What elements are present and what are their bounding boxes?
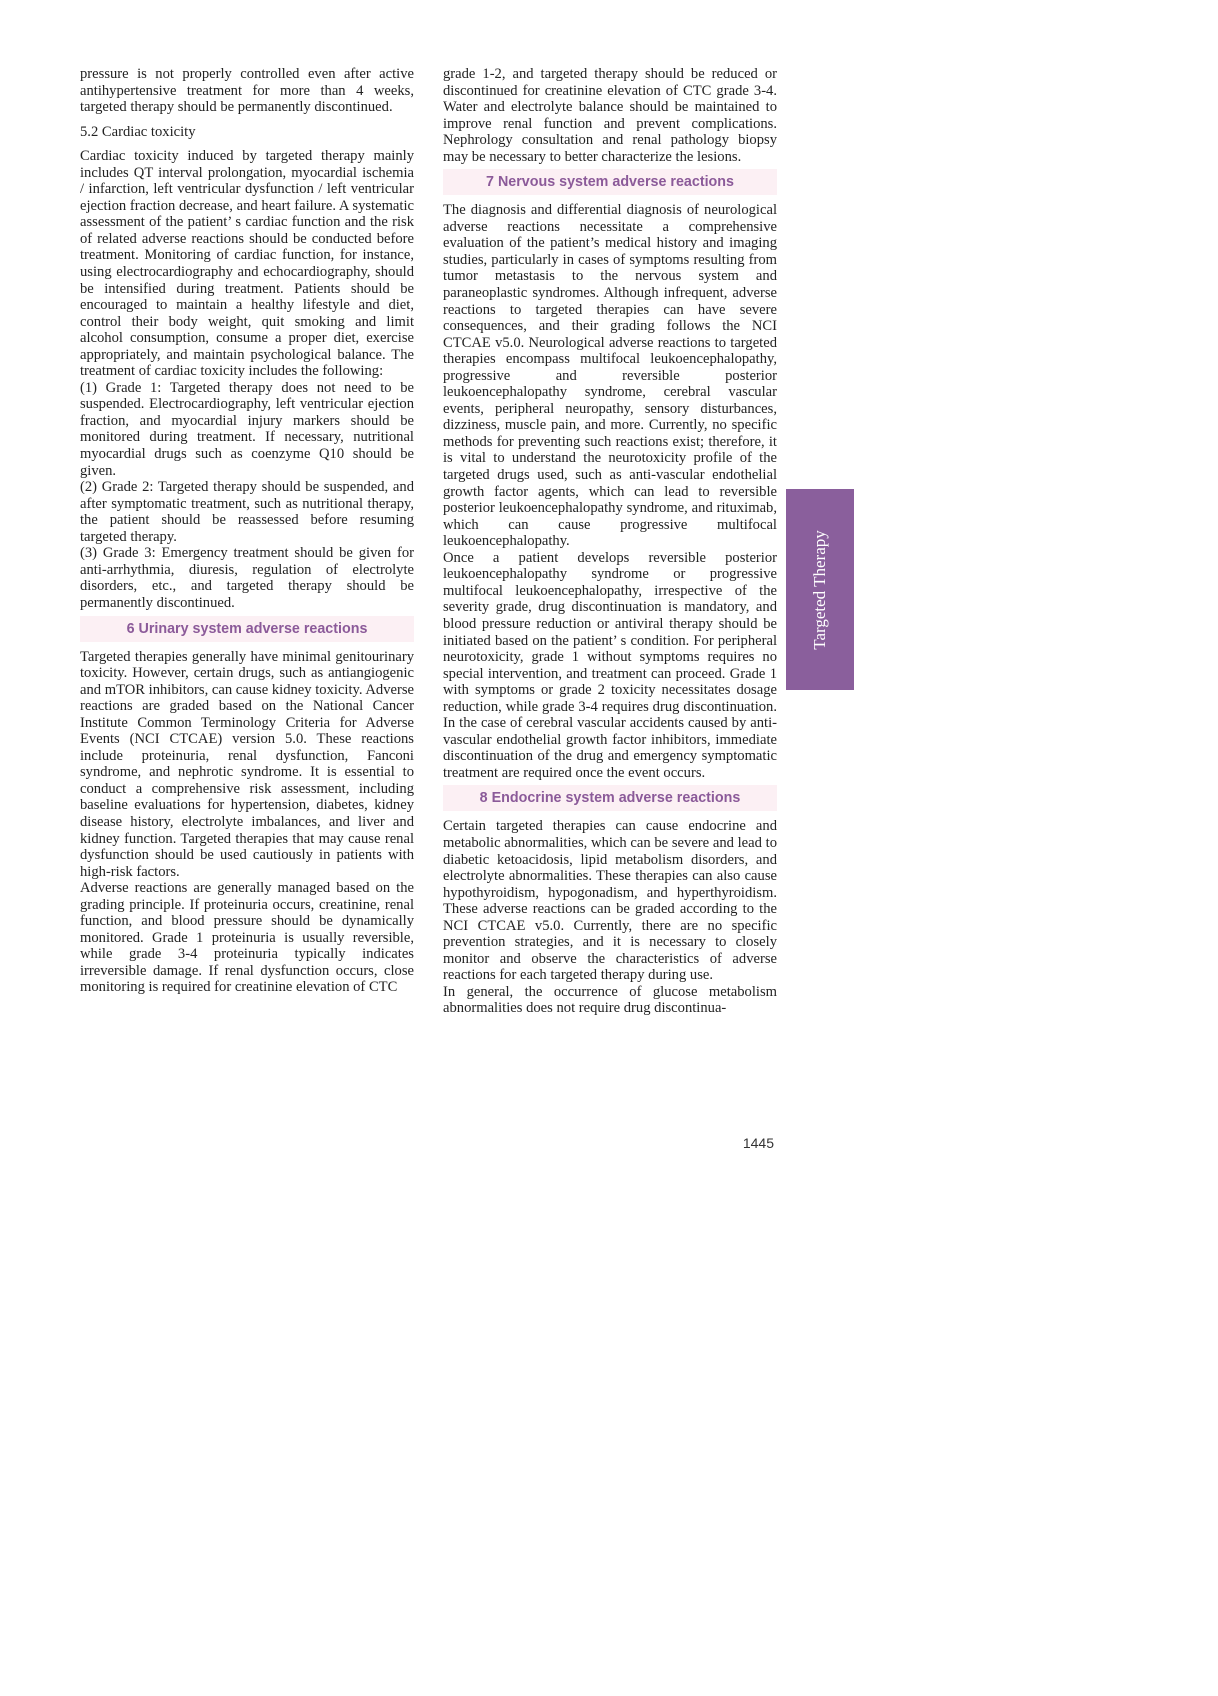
section-heading-endocrine: 8 Endocrine system adverse reactions xyxy=(443,785,777,811)
side-tab-label: Targeted Therapy xyxy=(810,529,829,650)
paragraph-nervous-diagnosis: The diagnosis and differential diagnosis of neurological adverse reactions necessitate a comprehensive evaluation of the patient’s medical history and imaging studies, particularly in cases of symptoms resulting from tumor metastasis to the nervous system and paraneoplastic syndromes. Although infrequent, adverse reactions to targeted therapies can have severe consequences, and their grading follows the NCI CTCAE v5.0. Neurological adverse reactions to targeted therapies encompass multifocal leukoencephalopathy, progressive and reversible posterior leukoencephalopathy syndrome, cerebral vascular events, peripheral neuropathy, sensory disturbances, dizziness, muscle pain, and more. Currently, no specific methods for preventing such reactions exist; therefore, it is vital to understand the neurotoxicity profile of the targeted drugs used, such as anti-vascular endothelial growth factor agents, which can lead to reversible posterior leukoencephalopathy syndrome, and rituximab, which can cause progressive multifocal leukoencephalopathy. xyxy=(443,202,777,550)
paragraph-endocrine-overview: Certain targeted therapies can cause endocrine and metabolic abnormalities, which can be severe and lead to diabetic ketoacidosis, lipid metabolism disorders, and electrolyte abnormalities. These therapies can also cause hypothyroidism, hypogonadism, and hyperthyroidism. These adverse reactions can be graded according to the NCI CTCAE v5.0. Currently, there are no specific prevention strategies, and it is necessary to closely monitor and observe the characteristics of adverse reactions for each targeted therapy during use. xyxy=(443,818,777,984)
section-heading-nervous: 7 Nervous system adverse reactions xyxy=(443,169,777,195)
left-column xyxy=(80,66,414,996)
section-heading-urinary: 6 Urinary system adverse reactions xyxy=(80,616,414,642)
paragraph-cardiac-grade-3: (3) Grade 3: Emergency treatment should be given for anti-arrhythmia, diuresis, regulation of electrolyte disorders, etc., and targeted therapy should be permanently discontinued. xyxy=(80,545,414,611)
side-tab-targeted-therapy xyxy=(786,489,854,690)
paragraph-hypertension-continued: pressure is not properly controlled even after active antihypertensive treatment for more than 4 weeks, targeted therapy should be permanently discontinued. xyxy=(80,66,414,116)
paragraph-nervous-management: Once a patient develops reversible posterior leukoencephalopathy syndrome or progressive multifocal leukoencephalopathy, irrespective of the severity grade, drug discontinuation is mandatory, and blood pressure reduction or antiviral therapy should be initiated based on the patient’ s condition. For peripheral neurotoxicity, grade 1 without symptoms requires no special intervention, and treatment can proceed. Grade 1 with symptoms or grade 2 toxicity necessitates dosage reduction, while grade 3-4 requires drug discontinuation. In the case of cerebral vascular accidents caused by anti-vascular endothelial growth factor inhibitors, immediate discontinuation of the drug and emergency symptomatic treatment are required once the event occurs. xyxy=(443,549,777,781)
page-number: 1445 xyxy=(742,1135,774,1151)
paragraph-endocrine-glucose: In general, the occurrence of glucose metabolism abnormalities does not require drug discontinua- xyxy=(443,983,777,1017)
paragraph-urinary-management: Adverse reactions are generally managed based on the grading principle. If proteinuria occurs, creatinine, renal function, and blood pressure should be dynamically monitored. Grade 1 proteinuria is usually reversible, while grade 3-4 proteinuria typically indicates irreversible damage. If renal dysfunction occurs, close monitoring is required for creatinine elevation of CTC xyxy=(80,880,414,996)
paragraph-cardiac-grade-2: (2) Grade 2: Targeted therapy should be suspended, and after symptomatic treatment, such as nutritional therapy, the patient should be reassessed before resuming targeted therapy. xyxy=(80,479,414,545)
subsection-heading-cardiac-toxicity: 5.2 Cardiac toxicity xyxy=(80,123,196,140)
paragraph-urinary-toxicity: Targeted therapies generally have minimal genitourinary toxicity. However, certain drugs, such as antiangiogenic and mTOR inhibitors, can cause kidney toxicity. Adverse reactions are graded based on the National Cancer Institute Common Terminology Criteria for Adverse Events (NCI CTCAE) version 5.0. These reactions include proteinuria, renal dysfunction, Fanconi syndrome, and nephrotic syndrome. It is essential to conduct a comprehensive risk assessment, including baseline evaluations for hypertension, diabetes, kidney disease history, electrolyte imbalances, and liver and kidney function. Targeted therapies that may cause renal dysfunction should be used cautiously in patients with high-risk factors. xyxy=(80,648,414,880)
paragraph-cardiac-grade-1: (1) Grade 1: Targeted therapy does not need to be suspended. Electrocardiography, left ventricular ejection fraction, and myocardial injury markers should be monitored during treatment. If necessary, nutritional myocardial drugs such as coenzyme Q10 should be given. xyxy=(80,379,414,479)
paragraph-renal-continued: grade 1-2, and targeted therapy should be reduced or discontinued for creatinine elevation of CTC grade 3-4. Water and electrolyte balance should be maintained to improve renal function and prevent complications. Nephrology consultation and renal pathology biopsy may be necessary to better characterize the lesions. xyxy=(443,66,777,165)
paragraph-cardiac-toxicity: Cardiac toxicity induced by targeted therapy mainly includes QT interval prolongation, myocardial ischemia / infarction, left ventricular dysfunction / left ventricular ejection fraction decrease, and heart failure. A systematic assessment of the patient’ s cardiac function and the risk of related adverse reactions should be conducted before treatment. Monitoring of cardiac function, for instance, using electrocardiography and echocardiography, should be intensified during treatment. Patients should be encouraged to maintain a healthy lifestyle and diet, control their body weight, quit smoking and limit alcohol consumption, consume a proper diet, exercise appropriately, and maintain psychological balance. The treatment of cardiac toxicity includes the following: xyxy=(80,148,414,380)
right-column xyxy=(443,66,777,1017)
